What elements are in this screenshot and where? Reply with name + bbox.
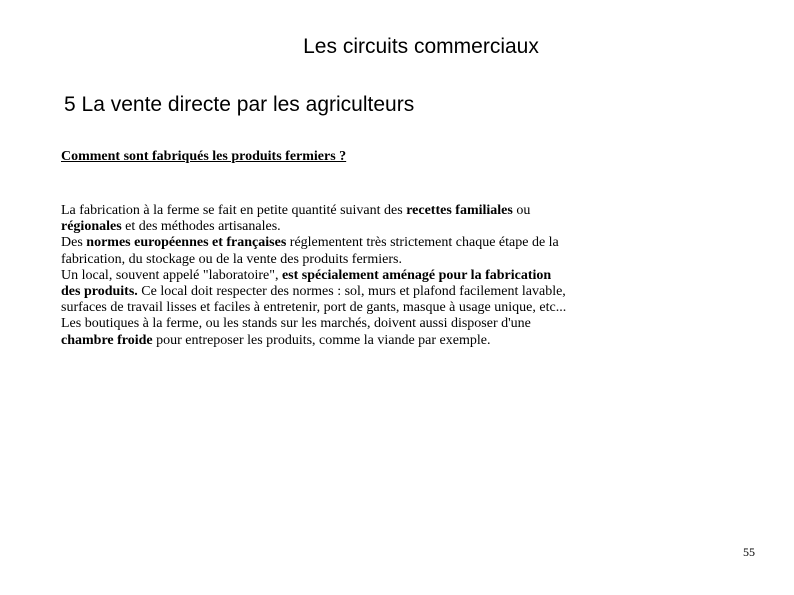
- body-line: [61, 316, 661, 332]
- body-bold-text: des produits.: [61, 284, 138, 300]
- document-heading: Comment sont fabriqués les produits fermiers ?: [61, 149, 347, 164]
- body-text: surfaces de travail lisses et faciles à entretenir, port de gants, masque à usage unique, etc...: [61, 300, 567, 316]
- body-text: et des méthodes artisanales.: [121, 219, 281, 235]
- slide-title: Les circuits commerciaux: [303, 35, 539, 58]
- body-text: Un local, souvent appelé "laboratoire",: [61, 267, 282, 283]
- body-bold-text: régionales: [61, 219, 122, 235]
- body-bold-text: recettes familiales: [406, 203, 513, 218]
- body-text: réglementent très strictement chaque étape de la: [286, 235, 559, 251]
- body-line: [61, 284, 661, 300]
- body-text: Des: [61, 235, 87, 251]
- body-bold-text: chambre froide: [61, 332, 153, 348]
- body-text: Ce local doit respecter des normes : sol, murs et plafond facilement lavable,: [137, 284, 566, 300]
- body-line: [61, 203, 661, 219]
- body-text: La fabrication à la ferme se fait en petite quantité suivant des: [61, 203, 407, 218]
- document-body: [61, 203, 661, 349]
- page-number: 55: [743, 545, 755, 559]
- body-text: ou: [512, 203, 531, 218]
- body-line: [61, 333, 661, 349]
- body-text: Les boutiques à la ferme, ou les stands sur les marchés, doivent aussi disposer d'une: [61, 316, 531, 332]
- body-line: [61, 268, 661, 284]
- body-line: [61, 219, 661, 235]
- body-line: [61, 252, 661, 268]
- body-text: fabrication, du stockage ou de la vente des produits fermiers.: [61, 251, 402, 267]
- body-line: [61, 300, 661, 316]
- body-line: [61, 235, 661, 251]
- body-text: pour entreposer les produits, comme la viande par exemple.: [152, 332, 491, 348]
- slide-subtitle: 5 La vente directe par les agriculteurs: [64, 93, 415, 116]
- body-bold-text: est spécialement aménagé pour la fabrication: [281, 267, 552, 283]
- body-bold-text: normes européennes et françaises: [86, 235, 287, 251]
